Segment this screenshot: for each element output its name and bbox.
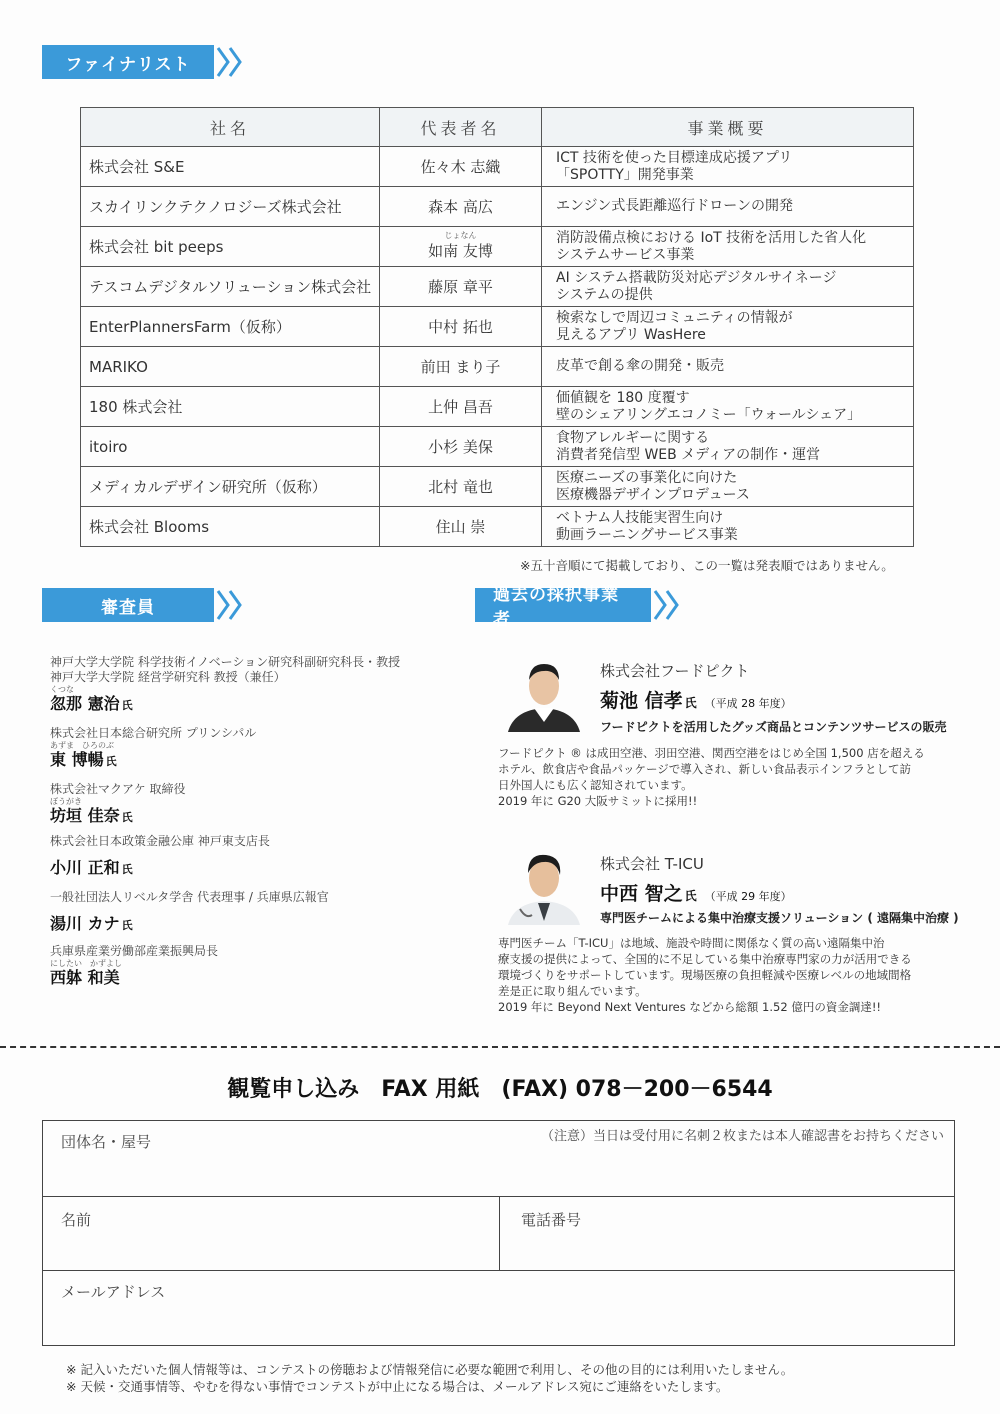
honorific: 氏 — [121, 811, 133, 824]
representative-name: 如南 友博 — [428, 242, 493, 260]
honorific: 氏 — [684, 696, 697, 710]
representative-name: 藤原 章平 — [428, 278, 493, 296]
past-year: （平成 28 年度） — [704, 697, 792, 710]
privacy-note: ※ 記入いただいた個人情報等は、コンテストの傍聴および情報発信に必要な範囲で利用し、その他の目的には利用いたしません。 — [66, 1362, 794, 1377]
table-header-row — [81, 108, 914, 147]
representative-cell — [380, 467, 542, 507]
table-row — [81, 307, 914, 347]
representative-cell — [380, 227, 542, 267]
past-company: 株式会社 T-ICU — [600, 855, 704, 873]
description-line: フードピクト ® は成田空港、羽田空港、関西空港をはじめ全国 1,500 店を超える — [498, 746, 925, 760]
name-label: 名前 — [61, 1211, 92, 1229]
judge-entry — [50, 726, 470, 772]
summary-cell — [542, 507, 914, 547]
summary-cell — [542, 187, 914, 227]
judge-name-line — [50, 968, 470, 990]
description-line: ホテル、飲食店や食品パッケージで導入され、新しい食品表示インフラとして訪 — [498, 762, 911, 776]
honorific: 氏 — [121, 699, 133, 712]
representative-name: 北村 竜也 — [428, 478, 493, 496]
judge-affiliation: 株式会社マクアケ 取締役 — [50, 782, 186, 796]
judges-heading-label: 審査員 — [42, 588, 214, 622]
summary-line: 動画ラーニングサービス事業 — [556, 526, 738, 543]
company-cell: itoiro — [81, 427, 380, 467]
chevron-right-icon — [216, 45, 246, 79]
honorific: 氏 — [105, 755, 117, 768]
org-name-label: 団体名・屋号 — [61, 1133, 152, 1151]
judge-name-line — [50, 694, 470, 716]
judge-name: 西躰 和美 — [50, 968, 120, 987]
summary-line: 食物アレルギーに関する — [556, 429, 710, 446]
description-line: 差是正に取り組んでいます。 — [498, 984, 647, 998]
company-cell: 株式会社 S&E — [81, 147, 380, 187]
company-cell: MARIKO — [81, 347, 380, 387]
summary-line: 壁のシェアリングエコノミー「ウォールシェア」 — [556, 406, 862, 423]
summary-line: 消防設備点検における IoT 技術を活用した省人化 — [556, 229, 867, 246]
summary-cell — [542, 427, 914, 467]
company-cell: 株式会社 Blooms — [81, 507, 380, 547]
table-row — [81, 507, 914, 547]
summary-line: システムの提供 — [556, 286, 653, 303]
representative-cell — [380, 347, 542, 387]
representative-name: 佐々木 志織 — [420, 158, 501, 176]
representative-name: 小杉 美保 — [428, 438, 493, 456]
honorific: 氏 — [121, 863, 133, 876]
description-line: 2019 年に G20 大阪サミットに採用!! — [498, 794, 698, 808]
summary-line: 検索なしで周辺コミュニティの情報が — [556, 309, 793, 326]
footer-notes — [66, 1361, 793, 1395]
company-cell: スカイリンクテクノロジーズ株式会社 — [81, 187, 380, 227]
description-line: 2019 年に Beyond Next Ventures などから総額 1.52 億円の資金調達!! — [498, 1000, 882, 1014]
judge-name-line — [50, 806, 470, 828]
finalists-table — [80, 107, 914, 547]
cancellation-note: ※ 天候・交通事情等、やむを得ない事情でコンテストが中止になる場合は、メールアドレス宛にご連絡をいたします。 — [66, 1379, 729, 1394]
representative-cell — [380, 147, 542, 187]
judge-entry — [50, 944, 470, 990]
person-photo — [504, 652, 584, 732]
summary-cell — [542, 347, 914, 387]
cut-line-divider — [0, 1046, 1000, 1048]
order-note: ※五十音順にて掲載しており、この一覧は発表順ではありません。 — [520, 558, 894, 573]
past-description — [498, 745, 938, 809]
representative-cell — [380, 267, 542, 307]
email-field[interactable] — [43, 1271, 954, 1345]
representative-cell — [380, 307, 542, 347]
past-description — [498, 935, 938, 1015]
judge-name-line — [50, 750, 470, 772]
honorific: 氏 — [121, 919, 133, 932]
judge-affiliation: 神戸大学大学院 経営学研究科 教授（兼任） — [50, 670, 286, 684]
column-header-rep: 代表者名 — [380, 108, 542, 147]
judge-affiliation: 株式会社日本政策金融公庫 神戸東支店長 — [50, 834, 270, 848]
furigana — [50, 905, 470, 914]
column-header-company: 社名 — [81, 108, 380, 147]
email-label: メールアドレス — [61, 1283, 166, 1301]
judge-affiliation: 神戸大学大学院 科学技術イノベーション研究科副研究科長・教授 — [50, 655, 401, 669]
past-year: （平成 29 年度） — [704, 890, 792, 903]
honorific: 氏 — [684, 889, 697, 903]
representative-cell — [380, 427, 542, 467]
table-row — [81, 467, 914, 507]
finalists-heading — [42, 45, 246, 79]
company-cell: 株式会社 bit peeps — [81, 227, 380, 267]
representative-name: 中村 拓也 — [428, 318, 493, 336]
representative-cell — [380, 387, 542, 427]
summary-line: AI システム搭載防災対応デジタルサイネージ — [556, 269, 837, 286]
past-person — [600, 879, 792, 906]
judge-name-line — [50, 914, 470, 936]
summary-line: エンジン式長距離巡行ドローンの開発 — [556, 198, 794, 214]
judge-affiliation: 一般社団法人リベルタ学舎 代表理事 / 兵庫県広報官 — [50, 890, 329, 904]
representative-cell — [380, 187, 542, 227]
judge-entry — [50, 782, 470, 828]
past-title: 専門医チームによる集中治療支援ソリューション ( 遠隔集中治療 ) — [600, 911, 959, 925]
company-cell: 180 株式会社 — [81, 387, 380, 427]
past-person — [600, 686, 792, 713]
form-notice: （注意）当日は受付用に名刺２枚または本人確認書をお持ちください — [540, 1129, 944, 1144]
description-line: 専門医チーム「T-ICU」は地域、施設や時間に関係なく質の高い遠隔集中治 — [498, 936, 885, 950]
judge-name: 坊垣 佳奈 — [50, 806, 120, 825]
org-name-field[interactable] — [43, 1121, 954, 1197]
judge-affiliation: 兵庫県産業労働部産業振興局長 — [50, 944, 219, 958]
summary-line: 皮革で創る傘の開発・販売 — [556, 358, 724, 374]
table-row — [81, 267, 914, 307]
summary-line: 医療機器デザインプロデュース — [556, 486, 750, 503]
judge-name: 忽那 憲治 — [50, 694, 120, 713]
finalists-heading-label: ファイナリスト — [42, 45, 214, 79]
judge-affiliation: 株式会社日本総合研究所 プリンシパル — [50, 726, 257, 740]
person-photo — [504, 845, 584, 925]
summary-line: 「SPOTTY」開発事業 — [556, 166, 694, 183]
summary-cell — [542, 227, 914, 267]
chevron-right-icon — [216, 588, 246, 622]
summary-cell — [542, 147, 914, 187]
judge-name: 東 博暢 — [50, 750, 104, 769]
past-company: 株式会社フードピクト — [600, 662, 750, 680]
company-cell: メディカルデザイン研究所（仮称） — [81, 467, 380, 507]
furigana: くつな — [50, 685, 74, 694]
summary-line: 価値観を 180 度覆す — [556, 389, 690, 406]
judge-name: 湯川 カナ — [50, 914, 120, 933]
description-line: 療支援の提供によって、全国的に不足している集中治療専門家の力が活用できる — [498, 952, 912, 966]
furigana: じょなん — [444, 231, 477, 240]
summary-cell — [542, 467, 914, 507]
summary-line: 医療ニーズの事業化に向けた — [556, 469, 738, 486]
summary-cell — [542, 267, 914, 307]
description-line: 日外国人にも広く認知されています。 — [498, 778, 693, 792]
company-cell: EnterPlannersFarm（仮称） — [81, 307, 380, 347]
representative-name: 上仲 昌吾 — [428, 398, 493, 416]
representative-cell — [380, 507, 542, 547]
past-person-name: 中西 智之 — [600, 883, 683, 905]
table-row — [81, 347, 914, 387]
summary-line: 消費者発信型 WEB メディアの制作・運営 — [556, 446, 821, 463]
fax-application-form — [42, 1120, 955, 1346]
representative-name: 住山 崇 — [435, 518, 486, 536]
judge-name-line — [50, 858, 470, 880]
summary-line: ICT 技術を使った目標達成応援アプリ — [556, 149, 793, 166]
chevron-right-icon — [653, 588, 683, 622]
name-field[interactable] — [43, 1197, 499, 1271]
judges-heading — [42, 588, 246, 622]
past-recipients-heading-label: 過去の採択事業者 — [475, 588, 651, 622]
furigana: あずま ひろのぶ — [50, 741, 114, 750]
past-person-name: 菊池 信孝 — [600, 690, 683, 712]
representative-name: 森本 高広 — [428, 198, 493, 216]
company-cell: テスコムデジタルソリューション株式会社 — [81, 267, 380, 307]
summary-line: システムサービス事業 — [556, 246, 695, 263]
representative-name: 前田 まり子 — [420, 358, 501, 376]
past-recipients-heading — [475, 585, 683, 630]
table-row — [81, 187, 914, 227]
fax-form-title: 観覧申し込み FAX 用紙 (FAX) 078－200－6544 — [227, 1077, 773, 1102]
judge-entry — [50, 890, 470, 936]
column-header-summary: 事業概要 — [542, 108, 914, 147]
furigana — [50, 849, 470, 858]
summary-line: 見えるアプリ WasHere — [556, 326, 706, 343]
summary-cell — [542, 387, 914, 427]
judges-list — [50, 655, 470, 990]
description-line: 環境づくりをサポートしています。現場医療の負担軽減や医療レベルの地域間格 — [498, 968, 912, 982]
furigana: ぼうがき — [50, 797, 82, 806]
table-row — [81, 147, 914, 187]
table-row — [81, 427, 914, 467]
table-row — [81, 227, 914, 267]
judge-entry — [50, 834, 470, 880]
phone-field[interactable] — [500, 1197, 956, 1271]
judge-entry — [50, 655, 470, 716]
phone-label: 電話番号 — [521, 1211, 582, 1229]
past-title: フードピクトを活用したグッズ商品とコンテンツサービスの販売 — [600, 720, 947, 734]
summary-line: ベトナム人技能実習生向け — [556, 509, 724, 526]
table-row — [81, 387, 914, 427]
judge-name: 小川 正和 — [50, 858, 120, 877]
furigana: にしたい かずよし — [50, 959, 122, 968]
summary-cell — [542, 307, 914, 347]
